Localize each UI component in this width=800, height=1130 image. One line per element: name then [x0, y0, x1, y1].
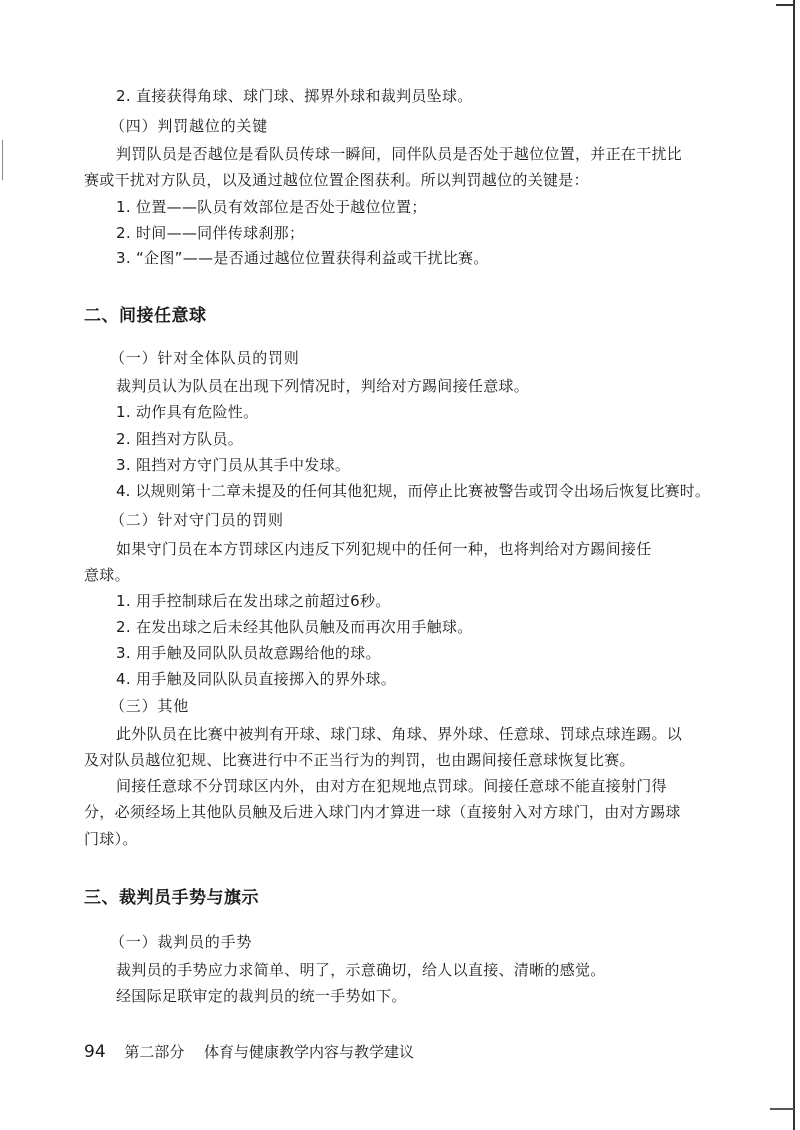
- scan-edge-mark: [770, 1108, 794, 1110]
- section-heading: 三、裁判员手势与旗示: [84, 888, 259, 908]
- subsection-heading: （一）针对全体队员的罚则: [110, 349, 300, 367]
- list-item: 2. 时间——同伴传球刹那；: [116, 224, 305, 242]
- subsection-heading: （二）针对守门员的罚则: [110, 511, 284, 529]
- footer-title: 体育与健康教学内容与教学建议: [204, 1043, 415, 1061]
- subsection-heading: （三）其他: [110, 697, 190, 715]
- list-item: 3. “企图”——是否通过越位位置获得利益或干扰比赛。: [116, 249, 489, 267]
- list-item: 1. 动作具有危险性。: [116, 403, 259, 421]
- list-item: 2. 在发出球之后未经其他队员触及而再次用手触球。: [116, 618, 473, 636]
- scan-edge-mark: [776, 4, 794, 6]
- page-footer: [84, 1042, 414, 1062]
- list-item: 4. 用手触及同队队员直接掷入的界外球。: [116, 670, 397, 688]
- paragraph-line: 裁判员认为队员在出现下列情况时，判给对方踢间接任意球。: [116, 377, 530, 395]
- paragraph-line: 如果守门员在本方罚球区内违反下列犯规中的任何一种，也将判给对方踢间接任: [116, 540, 652, 558]
- paragraph-line: 及对队员越位犯规、比赛进行中不正当行为的判罚，也由踢间接任意球恢复比赛。: [84, 751, 635, 769]
- paragraph-line: 经国际足联审定的裁判员的统一手势如下。: [116, 987, 407, 1005]
- list-item: 2. 阻挡对方队员。: [116, 430, 244, 448]
- paragraph-line: 门球）。: [84, 830, 138, 848]
- paragraph-line: 意球。: [84, 566, 130, 584]
- paragraph-line: 间接任意球不分罚球区内外，由对方在犯规地点罚球。间接任意球不能直接射门得: [116, 777, 667, 795]
- paragraph-line: 裁判员的手势应力求简单、明了，示意确切，给人以直接、清晰的感觉。: [116, 961, 606, 979]
- subsection-heading: （一）裁判员的手势: [110, 933, 253, 951]
- list-item: 3. 用手触及同队队员故意踢给他的球。: [116, 644, 381, 662]
- subsection-heading: （四）判罚越位的关键: [110, 117, 269, 135]
- list-item: 1. 位置——队员有效部位是否处于越位位置；: [116, 198, 427, 216]
- paragraph-line: 分，必须经场上其他队员触及后进入球门内才算进一球（直接射入对方球门，由对方踢球: [84, 803, 681, 821]
- list-item: 1. 用手控制球后在发出球之前超过6秒。: [116, 592, 391, 610]
- paragraph-line: 赛或干扰对方队员，以及通过越位位置企图获利。所以判罚越位的关键是：: [84, 171, 589, 189]
- scan-edge-line: [2, 140, 3, 180]
- footer-section: 第二部分: [124, 1043, 185, 1061]
- list-item: 3. 阻挡对方守门员从其手中发球。: [116, 456, 351, 474]
- scan-edge-line: [793, 0, 795, 1130]
- page-number: 94: [84, 1042, 106, 1062]
- section-heading: 二、间接任意球: [84, 306, 207, 326]
- paragraph-line: 此外队员在比赛中被判有开球、球门球、角球、界外球、任意球、罚球点球连踢。以: [116, 725, 683, 743]
- paragraph-line: 判罚队员是否越位是看队员传球一瞬间，同伴队员是否处于越位位置，并正在干扰比: [116, 145, 683, 163]
- list-item: 2. 直接获得角球、球门球、掷界外球和裁判员坠球。: [116, 87, 473, 105]
- list-item: 4. 以规则第十二章未提及的任何其他犯规，而停止比赛被警告或罚令出场后恢复比赛时。: [116, 482, 710, 500]
